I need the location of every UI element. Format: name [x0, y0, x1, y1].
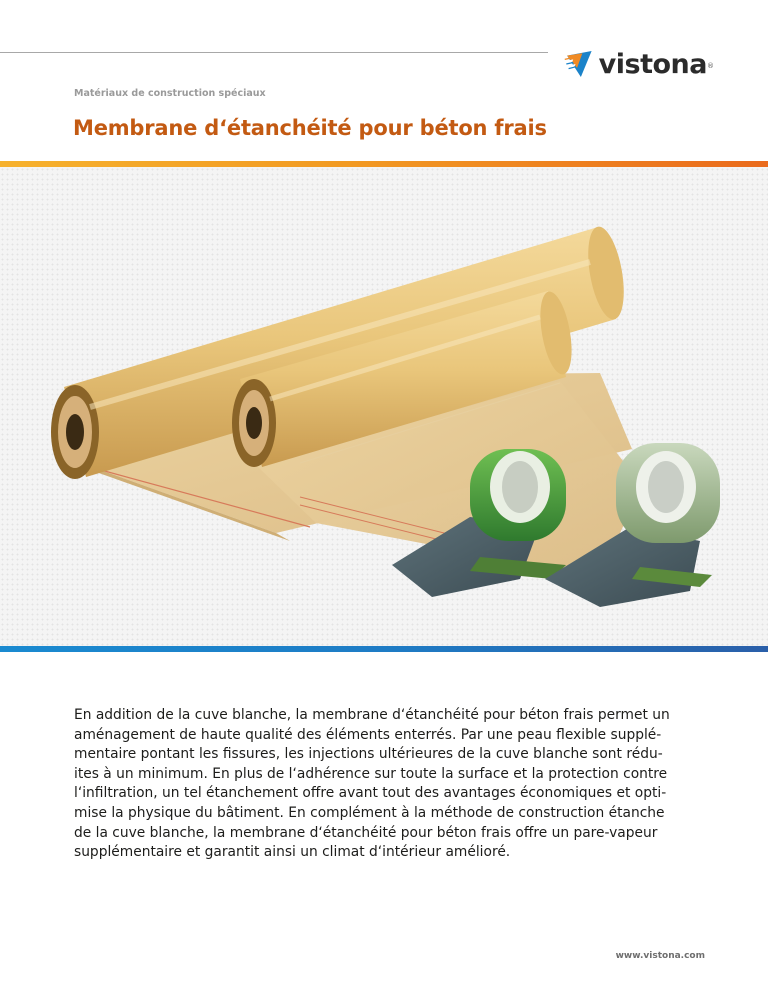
- description-line: l‘infiltration, un tel étanchement offre avant tout des avantages économiques et opti-: [74, 785, 667, 802]
- page-title: Membrane d‘étanchéité pour béton frais: [73, 116, 547, 140]
- description-line: ites à un minimum. En plus de l‘adhérence sur toute la surface et la protection contre: [74, 765, 668, 782]
- description-line: mentaire pontant les fissures, les injections ultérieures de la cuve blanche sont rédu-: [74, 746, 663, 763]
- vistona-logo: [564, 44, 714, 84]
- description-line: mise la physique du bâtiment. En complément à la méthode de construction étanche: [74, 804, 665, 821]
- description-line: En addition de la cuve blanche, la membrane d‘étanchéité pour béton frais permet un: [74, 707, 670, 723]
- product-photo: [0, 167, 768, 646]
- website-link[interactable]: www.vistona.com: [615, 951, 705, 961]
- vistona-logo-icon: [564, 45, 595, 83]
- description-line: supplémentaire et garantit ainsi un climat d‘intérieur amélioré.: [74, 844, 511, 861]
- registered-mark: ®: [707, 62, 714, 70]
- description-paragraph: [74, 706, 708, 863]
- header-rule: [0, 52, 548, 53]
- product-illustration: [0, 167, 768, 646]
- category-label: Matériaux de construction spéciaux: [74, 88, 266, 99]
- description-line: de la cuve blanche, la membrane d‘étanchéité pour béton frais offre un pare-vapeur: [74, 824, 658, 841]
- blue-accent-bar: [0, 646, 768, 652]
- brand-name: vistona: [598, 48, 707, 80]
- description-line: aménagement de haute qualité des éléments enterrés. Par une peau flexible supplé-: [74, 726, 662, 743]
